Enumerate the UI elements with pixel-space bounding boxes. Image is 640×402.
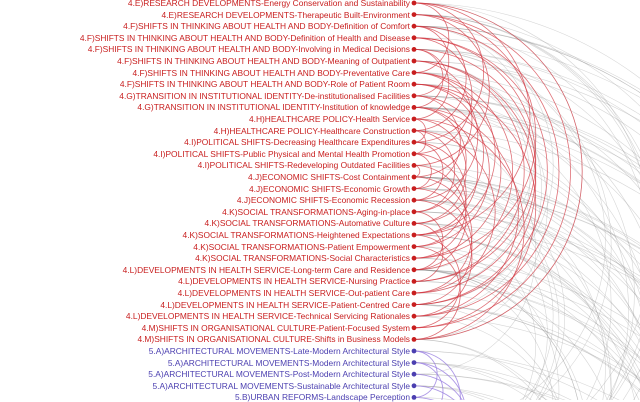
node-marker [412,383,417,388]
node-marker [412,198,417,203]
node-label: 5.A)ARCHITECTURAL MOVEMENTS-Modern Architectural Style [167,357,410,368]
node-label: 4.F)SHIFTS IN THINKING ABOUT HEALTH AND BODY-Preventative Care [132,67,410,78]
node-marker [412,128,417,133]
node-marker [412,349,417,354]
node-marker [412,117,417,122]
node-label: 4.J)ECONOMIC SHIFTS-Economic Recession [236,195,410,206]
node-label: 4.H)HEALTHCARE POLICY-Health Service [248,114,410,124]
node-label: 4.F)SHIFTS IN THINKING ABOUT HEALTH AND BODY-Role of Patient Room [119,79,410,90]
node-label: 4.M)SHIFTS IN ORGANISATIONAL CULTURE-Shifts in Business Models [137,334,410,345]
node-marker [412,233,417,238]
node-marker [412,337,417,342]
node-label: 4.F)SHIFTS IN THINKING ABOUT HEALTH AND BODY-Meaning of Outpatient [117,56,410,66]
node-label: 4.F)SHIFTS IN THINKING ABOUT HEALTH AND BODY-Definition of Comfort [123,21,410,32]
node-marker [412,256,417,261]
node-marker [412,24,417,29]
node-marker [412,1,417,6]
node-marker [412,175,417,180]
node-marker [412,59,417,64]
node-marker [412,372,417,377]
node-label: 4.L)DEVELOPMENTS IN HEALTH SERVICE-Patient-Centred Care [160,299,410,310]
node-marker [412,186,417,191]
node-marker [412,105,417,110]
node-label: 4.J)ECONOMIC SHIFTS-Cost Containment [248,172,410,182]
node-label: 5.A)ARCHITECTURAL MOVEMENTS-Post-Modern Architectural Style [148,369,410,380]
node-marker [412,279,417,284]
node-marker [412,93,417,98]
node-label: 4.E)RESEARCH DEVELOPMENTS-Therapeutic Built-Environment [161,9,410,20]
node-marker [412,70,417,75]
node-label: 5.A)ARCHITECTURAL MOVEMENTS-Late-Modern Architectural Style [148,346,410,356]
node-label: 4.G)TRANSITION IN INSTITUTIONAL IDENTITY-Institution of knowledge [137,102,410,113]
node-label: 4.F)SHIFTS IN THINKING ABOUT HEALTH AND BODY-Involving in Medical Decisions [87,44,410,55]
node-marker [412,82,417,87]
node-marker [412,35,417,40]
node-label: 4.H)HEALTHCARE POLICY-Healthcare Construction [213,125,410,136]
node-label: 4.K)SOCIAL TRANSFORMATIONS-Patient Empowerment [193,241,410,252]
node-label: 4.I)POLITICAL SHIFTS-Decreasing Healthcare Expenditures [184,137,410,148]
node-label: 4.J)ECONOMIC SHIFTS-Economic Growth [248,183,410,194]
node-marker [412,267,417,272]
node-marker [412,140,417,145]
node-marker [412,151,417,156]
node-label: 4.F)SHIFTS IN THINKING ABOUT HEALTH AND BODY-Definition of Health and Disease [79,32,410,43]
node-marker [412,12,417,17]
node-label: 4.I)POLITICAL SHIFTS-Public Physical and Mental Health Promotion [153,148,410,159]
node-label: 4.G)TRANSITION IN INSTITUTIONAL IDENTITY-De-institutionalised Facilities [119,90,410,101]
node-label: 4.L)DEVELOPMENTS IN HEALTH SERVICE-Out-patient Care [177,288,410,298]
node-marker [412,209,417,214]
node-label: 4.K)SOCIAL TRANSFORMATIONS-Heightened Expectations [182,230,410,240]
node-label: 4.L)DEVELOPMENTS IN HEALTH SERVICE-Long-term Care and Residence [122,264,410,275]
node-label: 5.A)ARCHITECTURAL MOVEMENTS-Sustainable Architectural Style [152,380,410,391]
node-marker [412,47,417,52]
node-label: 4.K)SOCIAL TRANSFORMATIONS-Automative Culture [204,218,410,229]
node-marker [412,360,417,365]
node-marker [412,395,417,400]
node-label: 4.K)SOCIAL TRANSFORMATIONS-Social Characteristics [195,253,410,264]
node-marker [412,325,417,330]
node-label: 4.L)DEVELOPMENTS IN HEALTH SERVICE-Nursing Practice [178,276,410,287]
node-label: 4.L)DEVELOPMENTS IN HEALTH SERVICE-Technical Servicing Rationales [125,311,410,322]
node-marker [412,244,417,249]
node-label: 5.B)URBAN REFORMS-Landscape Perception [234,392,410,402]
node-label: 4.K)SOCIAL TRANSFORMATIONS-Aging-in-place [222,206,410,217]
node-marker [412,314,417,319]
node-label: 4.I)POLITICAL SHIFTS-Redeveloping Outdated Facilities [197,160,410,171]
node-marker [412,302,417,307]
node-label: 4.M)SHIFTS IN ORGANISATIONAL CULTURE-Patient-Focused System [141,322,410,333]
node-marker [412,163,417,168]
node-marker [412,221,417,226]
node-label: 4.E)RESEARCH DEVELOPMENTS-Energy Conservation and Sustainability [127,0,410,8]
node-marker [412,291,417,296]
